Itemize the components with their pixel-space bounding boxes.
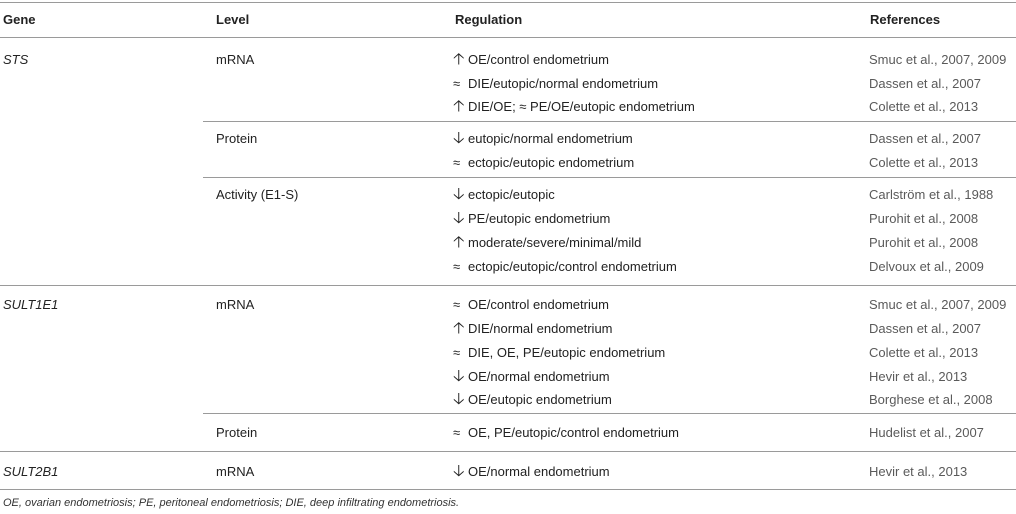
reference-cell: Colette et al., 2013 <box>869 155 979 170</box>
arrow-up-icon: 🡡 <box>453 51 465 68</box>
regulation-cell <box>453 76 658 92</box>
arrow-down-icon: 🡣 <box>453 130 465 147</box>
level-cell: Protein <box>216 131 258 146</box>
regulation-text: DIE/normal endometrium <box>468 321 613 336</box>
approx-symbol: ≈ <box>453 76 461 91</box>
regulation-text: OE/control endometrium <box>468 297 609 312</box>
regulation-cell <box>453 392 612 408</box>
header-references: References <box>870 12 941 27</box>
reference-cell: Dassen et al., 2007 <box>869 76 982 91</box>
regulation-text: OE/normal endometrium <box>468 369 610 384</box>
reference-cell: Dassen et al., 2007 <box>869 131 982 146</box>
level-divider <box>203 121 1016 122</box>
approx-symbol: ≈ <box>453 345 461 360</box>
header-level: Level <box>216 12 250 27</box>
table-footnote: OE, ovarian endometriosis; PE, peritoneal endometriosis; DIE, deep infiltrating endometriosis. <box>3 497 460 509</box>
level-divider <box>203 177 1016 178</box>
regulation-text: DIE, OE, PE/eutopic endometrium <box>468 345 666 360</box>
regulation-cell <box>453 345 665 361</box>
regulation-text: DIE/OE; ≈ PE/OE/eutopic endometrium <box>468 99 695 114</box>
gene-divider <box>0 451 1016 452</box>
regulation-text: moderate/severe/minimal/mild <box>468 235 642 250</box>
regulation-cell <box>453 187 555 203</box>
regulation-cell <box>453 425 679 441</box>
regulation-text: ectopic/eutopic endometrium <box>468 155 635 170</box>
arrow-down-icon: 🡣 <box>453 186 465 203</box>
approx-symbol: ≈ <box>453 155 461 170</box>
header-gene: Gene <box>3 12 36 27</box>
regulation-cell <box>453 99 695 115</box>
reference-cell: Hudelist et al., 2007 <box>869 425 984 440</box>
regulation-cell <box>453 52 609 68</box>
regulation-text: OE/control endometrium <box>468 52 609 67</box>
regulation-cell <box>453 259 677 275</box>
regulation-cell <box>453 321 613 337</box>
approx-symbol: ≈ <box>453 297 461 312</box>
reference-cell: Purohit et al., 2008 <box>869 235 979 250</box>
header-border <box>0 37 1016 38</box>
arrow-up-icon: 🡡 <box>453 98 465 115</box>
table-top-border <box>0 2 1016 3</box>
arrow-down-icon: 🡣 <box>453 463 465 480</box>
reference-cell: Hevir et al., 2013 <box>869 464 968 479</box>
reference-cell: Hevir et al., 2013 <box>869 369 968 384</box>
reference-cell: Colette et al., 2013 <box>869 345 979 360</box>
table-bottom-border <box>0 489 1016 490</box>
reference-cell: Delvoux et al., 2009 <box>869 259 984 274</box>
reference-cell: Colette et al., 2013 <box>869 99 979 114</box>
regulation-cell <box>453 235 641 251</box>
level-cell: Activity (E1-S) <box>216 187 299 202</box>
reference-cell: Borghese et al., 2008 <box>869 392 993 407</box>
level-cell: Protein <box>216 425 258 440</box>
regulation-cell <box>453 131 633 147</box>
gene-cell: STS <box>3 52 29 67</box>
gene-cell: SULT2B1 <box>3 464 59 479</box>
reference-cell: Smuc et al., 2007, 2009 <box>869 297 1007 312</box>
regulation-cell <box>453 297 609 313</box>
header-regulation: Regulation <box>455 12 523 27</box>
regulation-text: PE/eutopic endometrium <box>468 211 611 226</box>
regulation-text: ectopic/eutopic <box>468 187 555 202</box>
arrow-up-icon: 🡡 <box>453 234 465 251</box>
arrow-down-icon: 🡣 <box>453 368 465 385</box>
arrow-up-icon: 🡡 <box>453 320 465 337</box>
gene-divider <box>0 285 1016 286</box>
reference-cell: Smuc et al., 2007, 2009 <box>869 52 1007 67</box>
gene-cell: SULT1E1 <box>3 297 59 312</box>
level-divider <box>203 413 1016 414</box>
approx-symbol: ≈ <box>453 425 461 440</box>
regulation-text: DIE/eutopic/normal endometrium <box>468 76 659 91</box>
regulation-text: OE/normal endometrium <box>468 464 610 479</box>
level-cell: mRNA <box>216 52 255 67</box>
regulation-text: ectopic/eutopic/control endometrium <box>468 259 677 274</box>
regulation-text: eutopic/normal endometrium <box>468 131 633 146</box>
arrow-down-icon: 🡣 <box>453 391 465 408</box>
regulation-cell <box>453 155 634 171</box>
level-cell: mRNA <box>216 297 255 312</box>
reference-cell: Dassen et al., 2007 <box>869 321 982 336</box>
reference-cell: Purohit et al., 2008 <box>869 211 979 226</box>
regulation-cell <box>453 369 610 385</box>
regulation-cell <box>453 211 610 227</box>
approx-symbol: ≈ <box>453 259 461 274</box>
arrow-down-icon: 🡣 <box>453 210 465 227</box>
regulation-text: OE, PE/eutopic/control endometrium <box>468 425 679 440</box>
regulation-text: OE/eutopic endometrium <box>468 392 612 407</box>
reference-cell: Carlström et al., 1988 <box>869 187 994 202</box>
level-cell: mRNA <box>216 464 255 479</box>
regulation-cell <box>453 464 610 480</box>
